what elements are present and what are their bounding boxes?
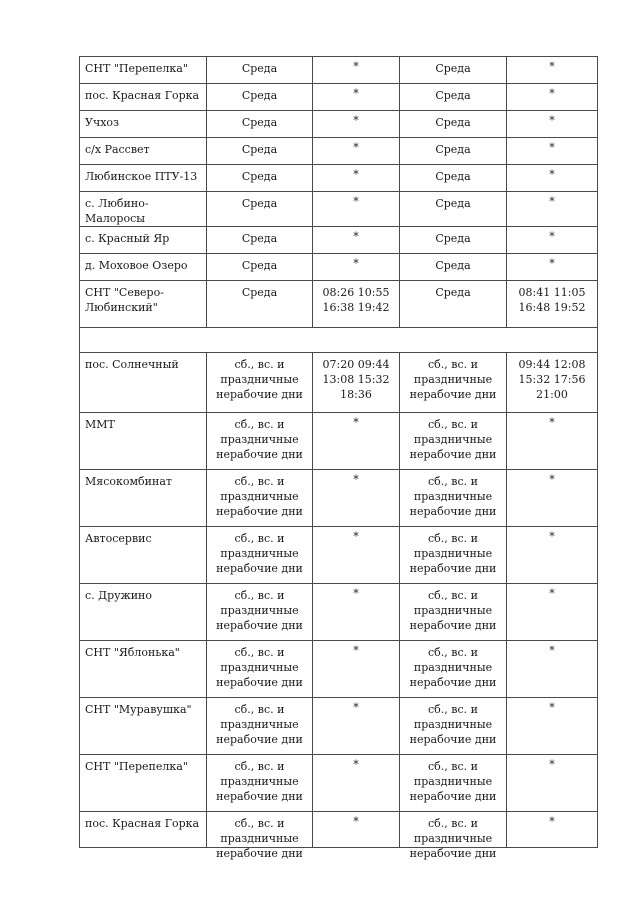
- days-cell: Среда: [400, 84, 507, 111]
- days-cell: сб., вс. и праздничные нерабочие дни: [207, 755, 313, 812]
- days-cell: Среда: [400, 281, 507, 328]
- times-cell: *: [313, 755, 400, 812]
- table-row: [80, 584, 598, 641]
- section-separator-row: [80, 328, 598, 353]
- days-cell: сб., вс. и праздничные нерабочие дни: [400, 413, 507, 470]
- days-cell: сб., вс. и праздничные нерабочие дни: [207, 527, 313, 584]
- times-cell: *: [313, 57, 400, 84]
- stop-name: ММТ: [80, 413, 207, 470]
- times-cell: *: [507, 165, 598, 192]
- stop-name: Автосервис: [80, 527, 207, 584]
- times-cell: *: [313, 470, 400, 527]
- stop-name: с. Дружино: [80, 584, 207, 641]
- stop-name: с. Красный Яр: [80, 227, 207, 254]
- times-cell: *: [507, 698, 598, 755]
- stop-name: Мясокомбинат: [80, 470, 207, 527]
- times-cell: *: [507, 470, 598, 527]
- times-cell: *: [313, 584, 400, 641]
- table-row: [80, 165, 598, 192]
- times-cell: *: [507, 641, 598, 698]
- times-cell: *: [507, 57, 598, 84]
- days-cell: сб., вс. и праздничные нерабочие дни: [400, 584, 507, 641]
- times-cell: *: [313, 138, 400, 165]
- days-cell: сб., вс. и праздничные нерабочие дни: [207, 584, 313, 641]
- days-cell: Среда: [400, 57, 507, 84]
- days-cell: сб., вс. и праздничные нерабочие дни: [207, 413, 313, 470]
- stop-name: д. Моховое Озеро: [80, 254, 207, 281]
- days-cell: сб., вс. и праздничные нерабочие дни: [400, 641, 507, 698]
- table-row: [80, 755, 598, 812]
- times-cell: *: [313, 527, 400, 584]
- days-cell: Среда: [207, 192, 313, 227]
- days-cell: Среда: [400, 254, 507, 281]
- times-cell: *: [507, 84, 598, 111]
- table-row: [80, 227, 598, 254]
- stop-name: СНТ "Муравушка": [80, 698, 207, 755]
- times-cell: *: [313, 227, 400, 254]
- table-row: [80, 470, 598, 527]
- days-cell: Среда: [400, 138, 507, 165]
- times-cell: *: [507, 227, 598, 254]
- table-row: [80, 254, 598, 281]
- stop-name: с. Любино-Малоросы: [80, 192, 207, 227]
- days-cell: сб., вс. и праздничные нерабочие дни: [400, 755, 507, 812]
- days-cell: Среда: [207, 281, 313, 328]
- times-cell: *: [507, 413, 598, 470]
- times-cell: *: [313, 812, 400, 848]
- times-cell: *: [313, 84, 400, 111]
- times-cell: *: [507, 527, 598, 584]
- days-cell: Среда: [400, 227, 507, 254]
- days-cell: Среда: [207, 111, 313, 138]
- stop-name: СНТ "Перепелка": [80, 57, 207, 84]
- times-cell: *: [313, 165, 400, 192]
- times-cell: *: [507, 584, 598, 641]
- days-cell: сб., вс. и праздничные нерабочие дни: [400, 353, 507, 413]
- times-cell: *: [507, 138, 598, 165]
- times-cell: *: [313, 254, 400, 281]
- times-cell: *: [313, 413, 400, 470]
- stop-name: пос. Солнечный: [80, 353, 207, 413]
- times-cell: 09:44 12:08 15:32 17:56 21:00: [507, 353, 598, 413]
- times-cell: *: [507, 192, 598, 227]
- times-cell: *: [507, 812, 598, 848]
- days-cell: Среда: [207, 57, 313, 84]
- stop-name: пос. Красная Горка: [80, 84, 207, 111]
- times-cell: 07:20 09:44 13:08 15:32 18:36: [313, 353, 400, 413]
- table-row: [80, 413, 598, 470]
- days-cell: Среда: [207, 138, 313, 165]
- days-cell: [207, 812, 313, 860]
- table-row: [80, 698, 598, 755]
- stop-name: Любинское ПТУ-13: [80, 165, 207, 192]
- stop-name: СНТ "Яблонька": [80, 641, 207, 698]
- table-row: [80, 527, 598, 584]
- days-cell-text: сб., вс. и праздничные нерабочие дни: [409, 817, 497, 860]
- table-row: [80, 812, 598, 848]
- stop-name: СНТ "Северо-Любинский": [80, 281, 207, 328]
- days-cell: сб., вс. и праздничные нерабочие дни: [207, 641, 313, 698]
- times-cell: *: [507, 254, 598, 281]
- times-cell: *: [507, 111, 598, 138]
- times-cell: *: [313, 698, 400, 755]
- days-cell: Среда: [207, 84, 313, 111]
- times-cell: *: [313, 192, 400, 227]
- stop-name: Учхоз: [80, 111, 207, 138]
- stop-name: с/х Рассвет: [80, 138, 207, 165]
- days-cell: Среда: [207, 165, 313, 192]
- stop-name: пос. Красная Горка: [80, 812, 207, 848]
- days-cell: Среда: [207, 227, 313, 254]
- times-cell: 08:41 11:05 16:48 19:52: [507, 281, 598, 328]
- table-row: [80, 641, 598, 698]
- days-cell: сб., вс. и праздничные нерабочие дни: [207, 470, 313, 527]
- days-cell: Среда: [400, 111, 507, 138]
- days-cell: Среда: [207, 254, 313, 281]
- table-row: [80, 353, 598, 413]
- table-row: [80, 138, 598, 165]
- days-cell: сб., вс. и праздничные нерабочие дни: [207, 698, 313, 755]
- days-cell: [400, 812, 507, 860]
- times-cell: 08:26 10:55 16:38 19:42: [313, 281, 400, 328]
- days-cell: Среда: [400, 165, 507, 192]
- times-cell: *: [507, 755, 598, 812]
- days-cell: сб., вс. и праздничные нерабочие дни: [400, 698, 507, 755]
- days-cell-text: сб., вс. и праздничные нерабочие дни: [216, 817, 303, 860]
- stop-name: СНТ "Перепелка": [80, 755, 207, 812]
- times-cell: *: [313, 111, 400, 138]
- schedule-table: [79, 56, 598, 860]
- table-row: [80, 281, 598, 328]
- table-row: [80, 84, 598, 111]
- separator-cell: [80, 328, 598, 353]
- days-cell: сб., вс. и праздничные нерабочие дни: [400, 527, 507, 584]
- table-row: [80, 57, 598, 84]
- days-cell: Среда: [400, 192, 507, 227]
- table-row: [80, 192, 598, 227]
- days-cell: сб., вс. и праздничные нерабочие дни: [207, 353, 313, 413]
- times-cell: *: [313, 641, 400, 698]
- days-cell: сб., вс. и праздничные нерабочие дни: [400, 470, 507, 527]
- table-row: [80, 111, 598, 138]
